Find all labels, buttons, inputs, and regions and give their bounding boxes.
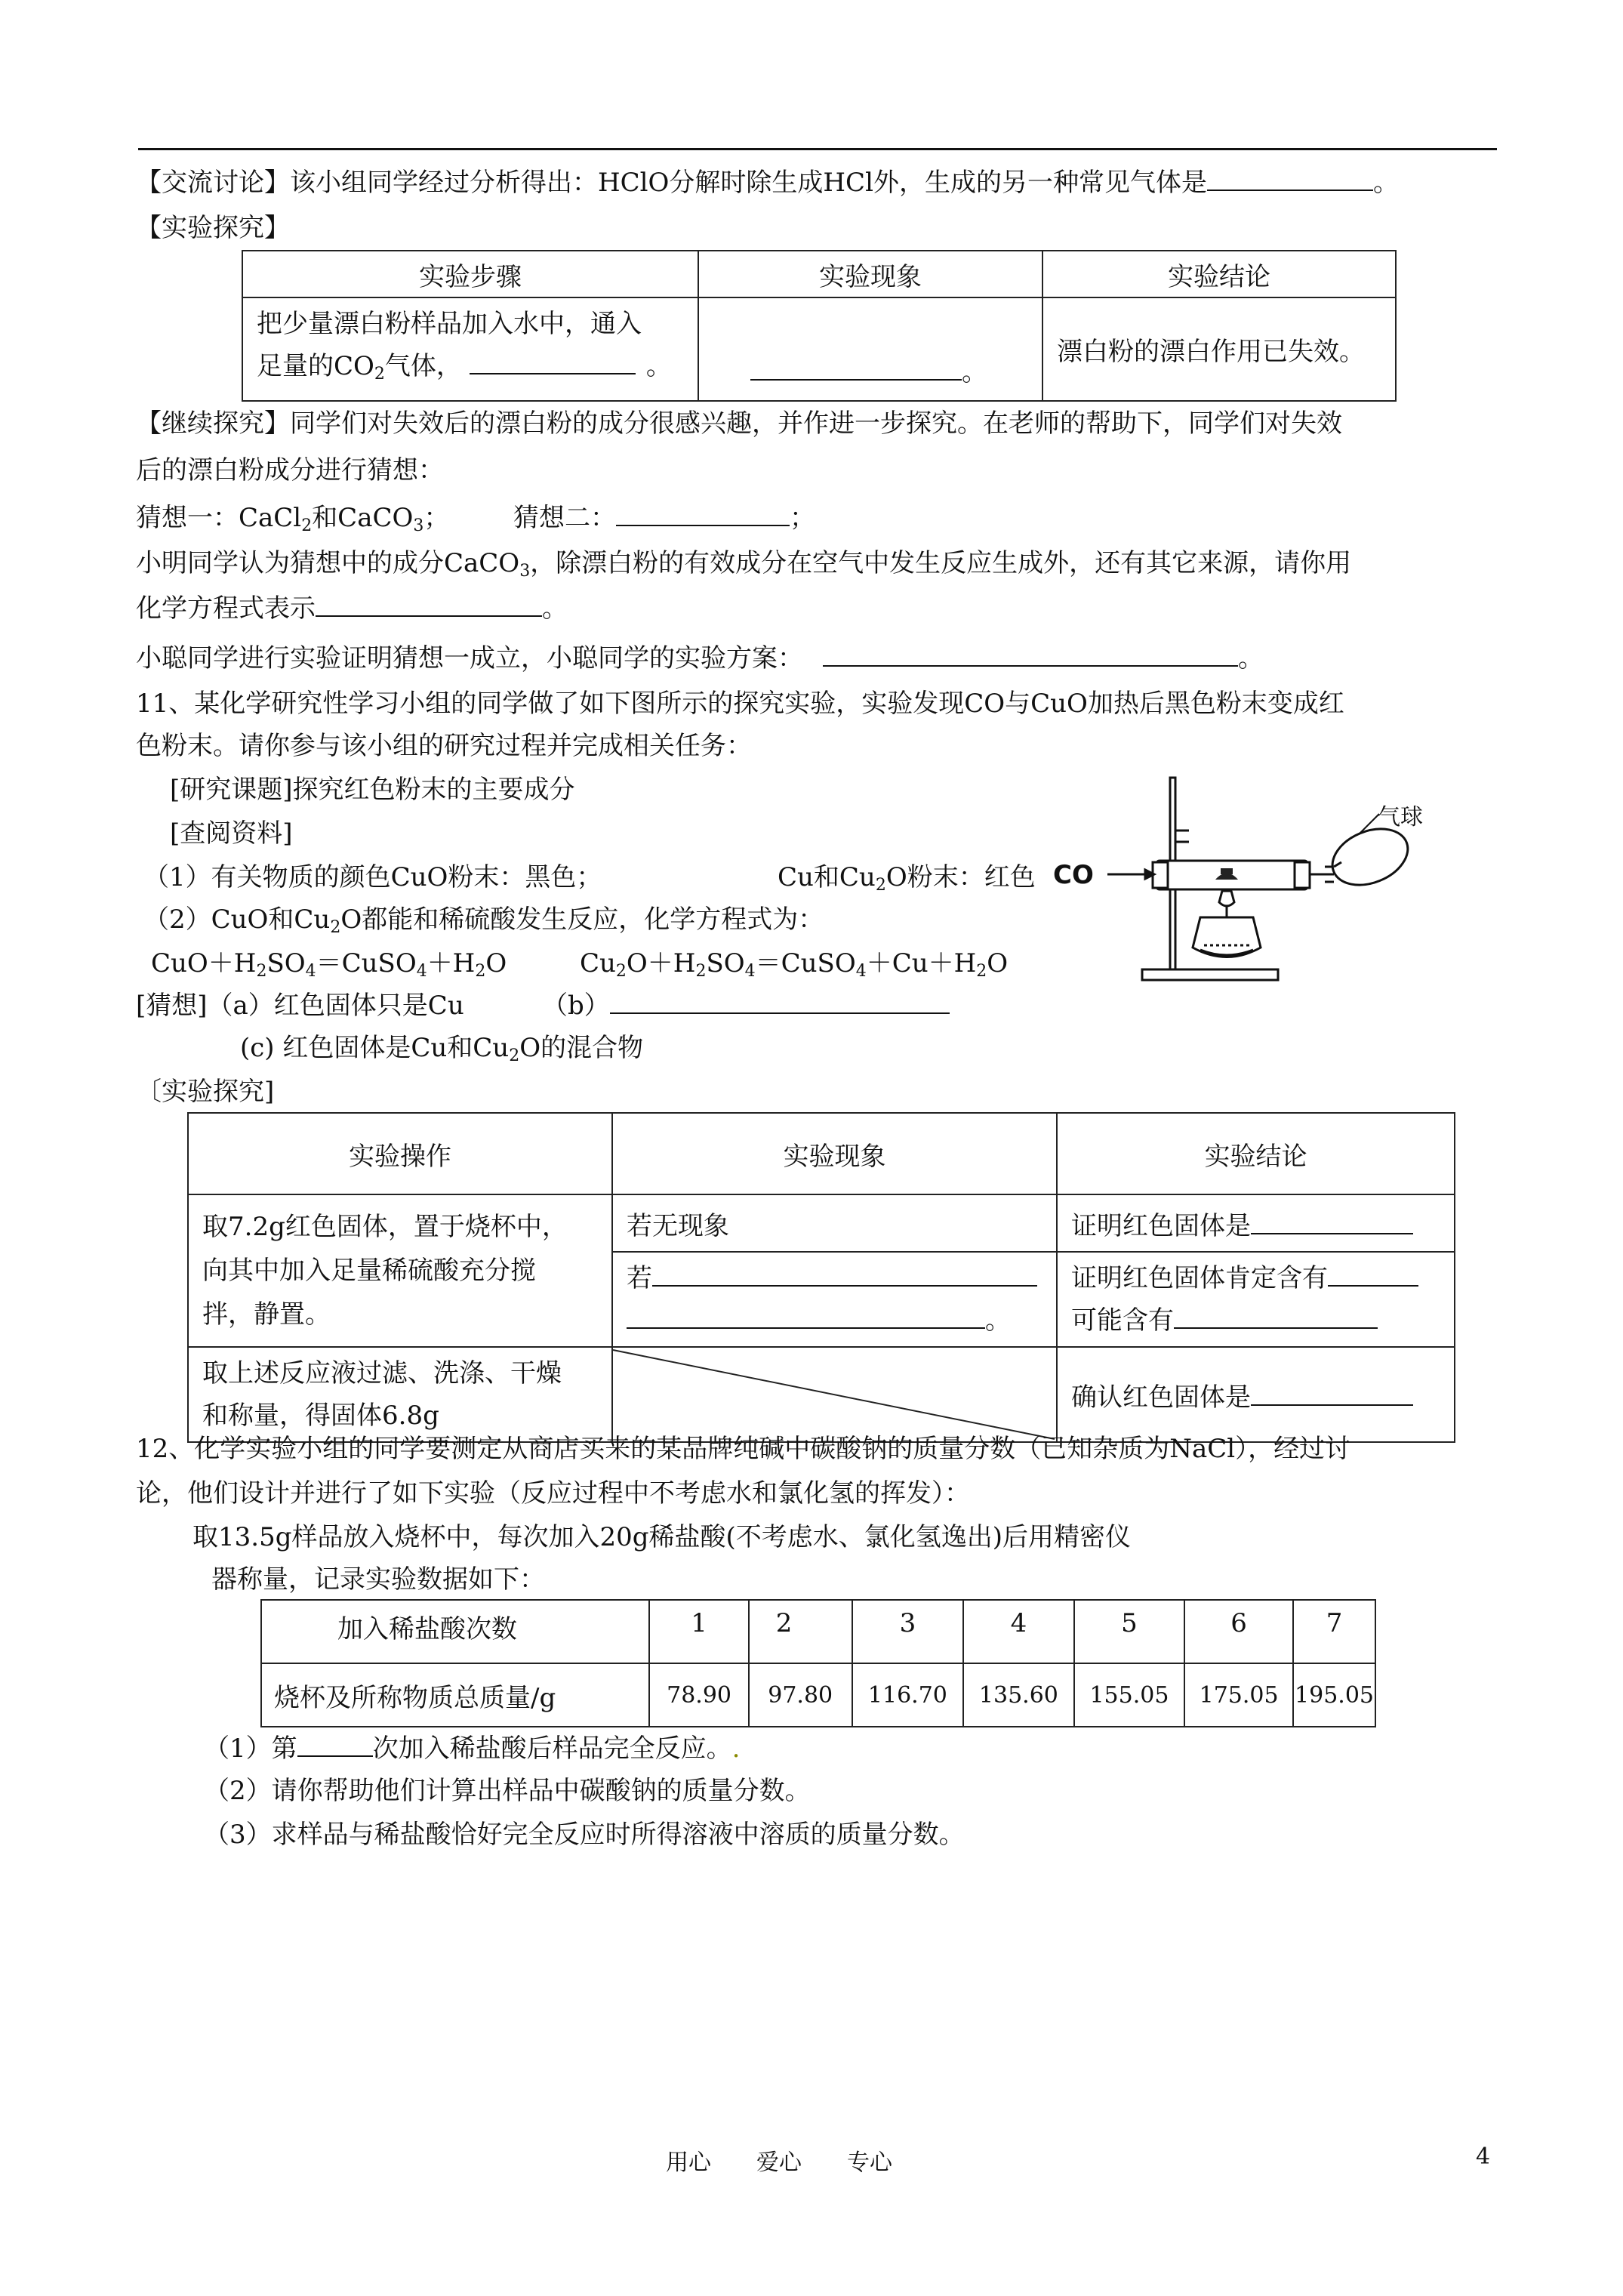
exp1-step-sub: 2 [374, 365, 385, 384]
exp1-step-line2 [257, 345, 684, 396]
answer-blank-equation[interactable] [316, 590, 542, 617]
eq2-s2: 2 [695, 962, 707, 981]
op1-line3: 拌，静置。 [202, 1299, 331, 1330]
exp1-phenomenon-cell [698, 297, 1042, 401]
cong-text: 小聪同学进行实验证明猜想一成立，小聪同学的实验方案： [136, 643, 803, 673]
q11-eq2 [580, 944, 1008, 991]
eq2-p2: O＋H [626, 948, 696, 978]
count-6: 6 [1184, 1600, 1293, 1663]
q12-sub3: （3）求样品与稀盐酸恰好完全反应时所得溶液中溶质的质量分数。 [204, 1820, 965, 1850]
ref2-text2: O都能和稀硫酸发生反应，化学方程式为： [340, 905, 824, 935]
op1-line2: 向其中加入足量稀硫酸充分搅 [202, 1256, 536, 1286]
q11-eq1 [151, 944, 507, 991]
q11-ref2 [143, 900, 824, 948]
q11-ref1: （1）有关物质的颜色CuO粉末：黑色； [143, 862, 602, 892]
ming-line1 [136, 544, 1351, 591]
answer-blank-con2b[interactable] [1174, 1302, 1378, 1329]
exp1-step-end: 。 [645, 351, 672, 381]
data-table [260, 1599, 1376, 1727]
exp1-step-text2: 气体， [384, 351, 462, 381]
ming-sub: 3 [519, 562, 531, 581]
eq1-p3: ＝CuSO [316, 948, 417, 978]
con1-text: 证明红色固体是 [1071, 1210, 1251, 1241]
ph2-text: 若 [627, 1263, 652, 1293]
q11-ref1b [778, 858, 1036, 905]
count-7: 7 [1293, 1600, 1375, 1663]
eq1-p4: ＋H [427, 948, 476, 978]
guess-c-text2: O的混合物 [519, 1033, 644, 1063]
con2-line2 [1071, 1299, 1440, 1342]
exp2-header-phenomenon: 实验现象 [612, 1113, 1057, 1194]
exp2-table [187, 1112, 1455, 1443]
q11-guess-line [136, 986, 464, 1025]
con2-text: 证明红色固体肯定含有 [1071, 1263, 1328, 1293]
eq1-p5: O [485, 948, 507, 978]
row1-label: 加入稀盐酸次数 [261, 1600, 649, 1663]
answer-blank-step[interactable] [470, 347, 636, 374]
eq2-s1: 2 [615, 962, 627, 981]
ming-text: 小明同学认为猜想中的成分CaCO [136, 548, 520, 578]
exp1-header-phenomenon: 实验现象 [698, 251, 1042, 297]
ref1b-sub: 2 [875, 876, 886, 895]
q11-topic: [研究课题]探究红色粉末的主要成分 [170, 775, 575, 805]
mass-3: 116.70 [852, 1663, 963, 1727]
count-2: 2 [749, 1600, 852, 1663]
answer-blank-con3[interactable] [1251, 1379, 1413, 1406]
q11-exp-heading: 〔实验探究] [136, 1077, 275, 1107]
count-4: 4 [963, 1600, 1074, 1663]
page-number: 4 [1476, 2143, 1491, 2170]
q11-line2: 色粉末。请你参与该小组的研究过程并完成相关任务： [136, 731, 752, 761]
sub1-text2: 次加入稀盐酸后样品完全反应。 [372, 1734, 732, 1764]
eq2-p1: Cu [580, 948, 616, 978]
answer-blank-guess2[interactable] [616, 499, 790, 526]
q12-line4: 器称量，记录实验数据如下： [211, 1564, 545, 1595]
cong-end: 。 [1238, 643, 1264, 673]
con1-cell [1057, 1194, 1455, 1252]
ph1: 若无现象 [612, 1194, 1057, 1252]
mass-4: 135.60 [963, 1663, 1074, 1727]
guess-c-sub: 2 [509, 1046, 520, 1065]
diagram-balloon-label: 气球 [1378, 804, 1423, 831]
guess1-line [136, 498, 449, 546]
mass-6: 175.05 [1184, 1663, 1293, 1727]
mass-5: 155.05 [1074, 1663, 1185, 1727]
ming2-text: 化学方程式表示 [136, 593, 316, 624]
answer-blank-phenomenon[interactable] [750, 353, 962, 381]
continue-line1: 【继续探究】同学们对失效后的漂白粉的成分很感兴趣，并作进一步探究。在老师的帮助下，同学们对失效 [136, 408, 1342, 439]
exp1-header-conclusion: 实验结论 [1042, 251, 1396, 297]
q12-line2: 论，他们设计并进行了如下实验（反应过程中不考虑水和氯化氢的挥发）： [136, 1478, 970, 1509]
eq1-p2: SO [266, 948, 306, 978]
eq2-p4: ＝CuSO [755, 948, 856, 978]
eq2-p5: ＋Cu＋H [866, 948, 977, 978]
answer-blank-ph2b[interactable] [627, 1302, 985, 1329]
con3-text: 确认红色固体是 [1071, 1382, 1251, 1413]
guess1-text: 猜想一：CaCl [136, 503, 302, 533]
eq1-s4: 2 [475, 962, 486, 981]
mass-7: 195.05 [1293, 1663, 1375, 1727]
q12-sub1 [204, 1729, 740, 1768]
row2-label: 烧杯及所称物质总质量/g [261, 1663, 649, 1727]
ref2-text: （2）CuO和Cu [143, 905, 331, 935]
answer-blank-con2a[interactable] [1328, 1259, 1418, 1287]
discussion-line [136, 163, 1399, 202]
discussion-text: 【交流讨论】该小组同学经过分析得出：HClO分解时除生成HCl外，生成的另一种常见气体是 [136, 168, 1207, 198]
answer-blank-guess-b[interactable] [610, 987, 950, 1014]
exp2-op2-cell [188, 1347, 612, 1442]
mass-2: 97.80 [749, 1663, 852, 1727]
ph2-line1 [627, 1257, 1042, 1299]
q11-guess-c [240, 1028, 643, 1076]
guess2-line [513, 498, 815, 538]
sub1-text: （1）第 [204, 1734, 297, 1764]
diagonal-line [613, 1350, 1055, 1439]
discussion-end: 。 [1372, 168, 1399, 198]
q12-line1: 12、化学实验小组的同学要测定从商店买来的某品牌纯碱中碳酸钠的质量分数（已知杂质为NaCl），经过讨 [136, 1434, 1351, 1464]
exp1-step-text: 足量的CO [257, 351, 374, 381]
q12-sub2: （2）请你帮助他们计算出样品中碳酸钠的质量分数。 [204, 1776, 811, 1806]
op1-line1: 取7.2g红色固体，置于烧杯中， [202, 1212, 568, 1242]
ph2-cell [612, 1252, 1057, 1347]
eq2-s3: 4 [744, 962, 756, 981]
guess-c-text: (c) 红色固体是Cu和Cu [240, 1033, 510, 1063]
ph2-line2 [627, 1299, 1042, 1342]
ph2-end: 。 [985, 1305, 1011, 1336]
footer-slogan: 用心 爱心 专心 [666, 2150, 892, 2176]
ref1b-text2: O粉末：红色 [885, 862, 1036, 892]
answer-blank-gas[interactable] [1207, 164, 1373, 191]
answer-blank-count[interactable] [297, 1730, 373, 1757]
count-1: 1 [649, 1600, 748, 1663]
op2-line1: 取上述反应液过滤、洗涤、干燥 [202, 1358, 562, 1388]
answer-blank-con1[interactable] [1251, 1207, 1413, 1234]
header-rule [138, 148, 1497, 150]
eq1-p1: CuO＋H [151, 948, 257, 978]
exp1-step-line1: 把少量漂白粉样品加入水中，通入 [257, 309, 642, 339]
guess1-sub: 2 [301, 516, 313, 535]
diagram-co-label: CO [1053, 860, 1094, 890]
con3-cell [1057, 1347, 1455, 1442]
count-5: 5 [1074, 1600, 1185, 1663]
apparatus-diagram [1053, 778, 1423, 997]
eq1-s1: 2 [256, 962, 267, 981]
ref1b-text: Cu和Cu [778, 862, 876, 892]
sub1-dot: . [731, 1734, 741, 1764]
continue-line2: 后的漂白粉成分进行猜想： [136, 455, 444, 485]
eq2-s5: 2 [976, 962, 987, 981]
eq1-s3: 4 [416, 962, 427, 981]
count-3: 3 [852, 1600, 963, 1663]
exp1-heading: 【实验探究】 [136, 213, 290, 243]
guess1-text2: 和CaCO [312, 503, 414, 533]
exp1-table [242, 250, 1397, 402]
mass-1: 78.90 [649, 1663, 748, 1727]
q11-guess-b-line [542, 986, 950, 1025]
exp2-op1-cell [188, 1194, 612, 1347]
exp2-header-conclusion: 实验结论 [1057, 1113, 1455, 1194]
ming2-end: 。 [542, 593, 568, 624]
ming-line2 [136, 589, 568, 628]
spirit-lamp [1193, 891, 1261, 957]
guess-b: （b） [542, 991, 610, 1021]
q11-ref-heading: [查阅资料] [170, 818, 293, 849]
guess2-end: ； [790, 503, 815, 533]
guess-a: [猜想]（a）红色固体只是Cu [136, 991, 464, 1021]
ref2-sub: 2 [330, 918, 341, 937]
con2-line1 [1071, 1257, 1440, 1299]
answer-blank-ph2a[interactable] [652, 1259, 1037, 1287]
op2-line2: 和称量，得固体6.8g [202, 1401, 439, 1431]
guess1-end: ； [423, 503, 450, 533]
eq1-s2: 4 [305, 962, 316, 981]
exp1-step-cell [242, 297, 698, 401]
diagonal-cell [612, 1347, 1057, 1442]
q12-line3: 取13.5g样品放入烧杯中，每次加入20g稀盐酸(不考虑水、氯化氢逸出)后用精密仪 [192, 1522, 1132, 1552]
guess1-sub2: 3 [413, 516, 424, 535]
con2-cell [1057, 1252, 1455, 1347]
exp2-header-op: 实验操作 [188, 1113, 612, 1194]
ming-text2: ，除漂白粉的有效成分在空气中发生反应生成外，还有其它来源，请你用 [530, 548, 1352, 578]
exp1-conclusion: 漂白粉的漂白作用已失效。 [1042, 297, 1396, 401]
eq2-s4: 4 [855, 962, 867, 981]
q11-line1: 11、某化学研究性学习小组的同学做了如下图所示的探究实验，实验发现CO与CuO加热后黑色粉末变成红 [136, 689, 1344, 719]
con2-text2: 可能含有 [1071, 1305, 1174, 1336]
guess2-text: 猜想二： [513, 503, 616, 533]
answer-blank-plan[interactable] [823, 639, 1238, 667]
eq2-p6: O [987, 948, 1009, 978]
eq2-p3: SO [706, 948, 745, 978]
exp1-header-step: 实验步骤 [242, 251, 698, 297]
cong-line [136, 639, 1264, 678]
exp1-phenomenon-end: 。 [962, 357, 987, 387]
